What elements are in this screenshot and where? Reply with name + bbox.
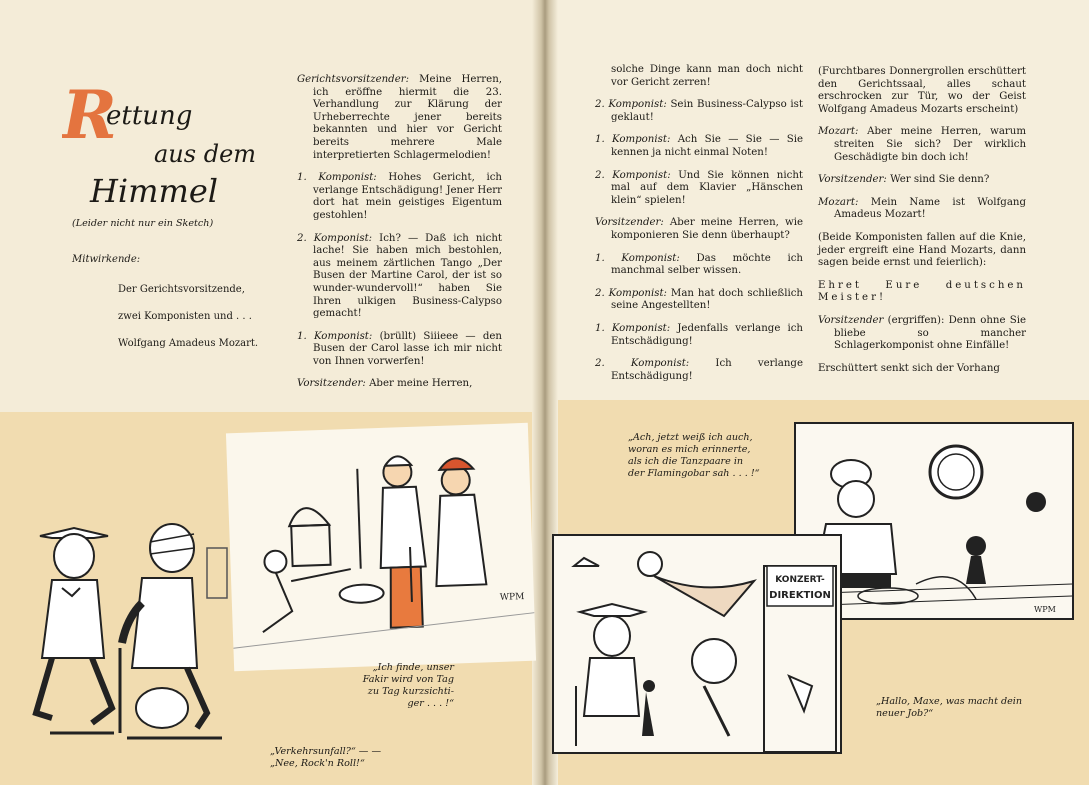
caption-line: zu Tag kurzsichti- xyxy=(367,686,454,697)
title-line1: ettung xyxy=(106,101,193,131)
speaker: Vorsitzender: xyxy=(818,174,887,186)
dialogue-column-3 xyxy=(818,66,1026,385)
title-line2: aus dem xyxy=(154,140,257,168)
maxe-caption xyxy=(876,696,1022,720)
line-text: (brüllt) Siiieee — den Busen der Carol lasse ich mir nicht von Ihnen vorwerfen! xyxy=(313,330,502,367)
line-text: Ehret Eure deutschen Meister! xyxy=(818,279,1026,304)
line-text: Hohes Gericht, ich verlange Entschädigung! Jener Herr dort hat mein geistiges Eigentum gestohlen! xyxy=(313,172,502,221)
line-text: Ich? — Daß ich nicht lache! Sie haben mich bestohlen, aus meinem zärtlichen Tango „Der Busen der Martine Carol, der ist so wunder-wundervoll!“ haben Sie Ihren ulkigen Business-Calypso gemacht! xyxy=(313,232,502,320)
dialogue-line xyxy=(595,99,803,124)
caption-line: woran es mich erinnerte, xyxy=(628,444,751,455)
konzert-cartoon xyxy=(554,536,840,752)
dialogue-column-1 xyxy=(297,74,502,401)
caption-line: „Ach, jetzt weiß ich auch, xyxy=(628,432,753,443)
dialogue-line xyxy=(595,358,803,383)
speaker: Vorsitzender: xyxy=(297,378,366,390)
line-text: Aber meine Herren, wie komponieren Sie denn überhaupt? xyxy=(611,217,803,241)
dialogue-line xyxy=(595,170,803,208)
dialogue-line xyxy=(297,172,502,222)
speaker: Gerichtsvorsitzender: xyxy=(297,74,410,85)
speaker: 2. Komponist: xyxy=(595,169,671,181)
stage-direction xyxy=(818,232,1026,270)
line-text: Man hat doch schließlich seine Angestellten! xyxy=(611,287,803,312)
closing-line xyxy=(818,363,1026,376)
dialogue-line xyxy=(818,315,1026,353)
speaker: 2. Komponist: xyxy=(595,287,667,299)
speaker: 2. Komponist: xyxy=(297,232,373,244)
sign-line2: DIREKTION xyxy=(769,590,831,601)
line-text: Ich verlange Entschädigung! xyxy=(611,358,803,382)
dialogue-line xyxy=(297,74,502,162)
dialogue-line xyxy=(297,378,502,391)
dialogue-line xyxy=(595,288,803,313)
dialogue-column-2 xyxy=(595,64,803,393)
accident-caption xyxy=(270,746,381,770)
cast-member: zwei Komponisten und . . . xyxy=(118,311,252,322)
subtitle: (Leider nicht nur ein Sketch) xyxy=(72,218,214,229)
caption-line: der Flamingobar sah . . . !“ xyxy=(628,468,760,479)
dialogue-line xyxy=(595,323,803,348)
speaker: 2. Komponist: xyxy=(595,99,667,111)
title-line3: Himmel xyxy=(90,172,218,210)
line-text: (ergriffen): Denn ohne Sie bliebe so mancher Schlagerkomponist ohne Einfälle! xyxy=(834,314,1026,352)
caption-line: „Nee, Rock'n Roll!“ xyxy=(270,758,365,769)
line-text: (Beide Komponisten fallen auf die Knie, jeder ergreift eine Hand Mozarts, dann sagen beide ernst und feierlich): xyxy=(818,231,1026,269)
speaker: Vorsitzender: xyxy=(595,217,664,229)
sign-line1: KONZERT- xyxy=(775,575,825,585)
dialogue-line xyxy=(595,217,803,242)
line-text: Jedenfalls verlange ich Entschädigung! xyxy=(611,322,803,347)
konzert-cartoon-panel xyxy=(552,534,842,754)
caption-line: neuer Job?“ xyxy=(876,708,934,719)
fakir-cartoon-panel xyxy=(226,423,536,671)
dialogue-line xyxy=(297,331,502,369)
speaker: 1. Komponist: xyxy=(595,322,671,334)
speaker: 1. Komponist: xyxy=(297,330,373,342)
flamingo-caption xyxy=(628,432,760,480)
line-text: Aber meine Herren, xyxy=(369,378,473,390)
caption-line: „Ich finde, unser xyxy=(372,662,454,673)
speaker: Mozart: xyxy=(818,196,859,208)
speaker: 1. Komponist: xyxy=(595,252,680,264)
line-text: Ach Sie — Sie — Sie kennen ja nicht einmal Noten! xyxy=(611,134,803,158)
line-text: Wer sind Sie denn? xyxy=(890,174,990,186)
dialogue-line xyxy=(297,233,502,321)
walking-men-cartoon xyxy=(22,508,232,748)
line-text: Mein Name ist Wolfgang Amadeus Mozart! xyxy=(834,196,1026,221)
caption-line: „Verkehrsunfall?“ — — xyxy=(270,746,382,757)
line-text: Erschüttert senkt sich der Vorhang xyxy=(818,362,1000,374)
artist-signature: WPM xyxy=(1034,605,1056,614)
line-text: solche Dinge kann man doch nicht vor Gericht zerren! xyxy=(611,64,803,88)
cast-member: Der Gerichtsvorsitzende, xyxy=(118,284,245,295)
dialogue-line xyxy=(818,174,1026,187)
caption-line: „Hallo, Maxe, was macht dein xyxy=(876,696,1023,707)
line-text: Das möchte ich manchmal selber wissen. xyxy=(611,252,803,277)
caption-line: Fakir wird von Tag xyxy=(362,674,454,685)
line-text: (Furchtbares Donnergrollen erschüttert den Gerichtssaal, alles schaut erschrocken zur Tür, wo der Geist Wolfgang Amadeus Mozarts erscheint) xyxy=(818,66,1026,115)
speaker: 2. Komponist: xyxy=(595,358,690,370)
dialogue-line xyxy=(595,64,803,89)
artist-signature: WPM xyxy=(499,592,525,603)
fakir-caption xyxy=(344,662,454,710)
article-title xyxy=(62,72,282,212)
caption-line: als ich die Tanzpaare in xyxy=(628,456,744,467)
cast-member: Wolfgang Amadeus Mozart. xyxy=(118,338,259,349)
fakir-cartoon xyxy=(226,423,536,671)
speaker: Mozart: xyxy=(818,126,859,138)
dialogue-line xyxy=(818,197,1026,222)
line-text: Sein Business-Calypso ist geklaut! xyxy=(611,99,803,123)
dialogue-line xyxy=(595,253,803,278)
title-initial: R xyxy=(62,76,117,154)
line-text: Aber meine Herren, warum streiten Sie sich? Der wirklich Geschädigte bin doch ich! xyxy=(834,126,1026,163)
speaker: 1. Komponist: xyxy=(595,134,671,146)
speaker: Vorsitzender xyxy=(818,314,884,326)
cast-heading: Mitwirkende: xyxy=(72,254,141,265)
line-text: Und Sie können nicht mal auf dem Klavier „Hänschen klein“ spielen! xyxy=(611,169,803,206)
dialogue-line xyxy=(595,134,803,159)
choral-line xyxy=(818,280,1026,305)
dialogue-line xyxy=(818,126,1026,164)
speaker: 1. Komponist: xyxy=(297,172,377,184)
caption-line: ger . . . !“ xyxy=(407,698,454,709)
line-text: Meine Herren, ich eröffne hiermit die 23. Verhandlung zur Klärung der Urheberrechte jener bereits bekannten und hier vor Gericht bereits mehrere Male interpretierten Schlagermelodien! xyxy=(313,74,502,161)
stage-direction xyxy=(818,66,1026,116)
